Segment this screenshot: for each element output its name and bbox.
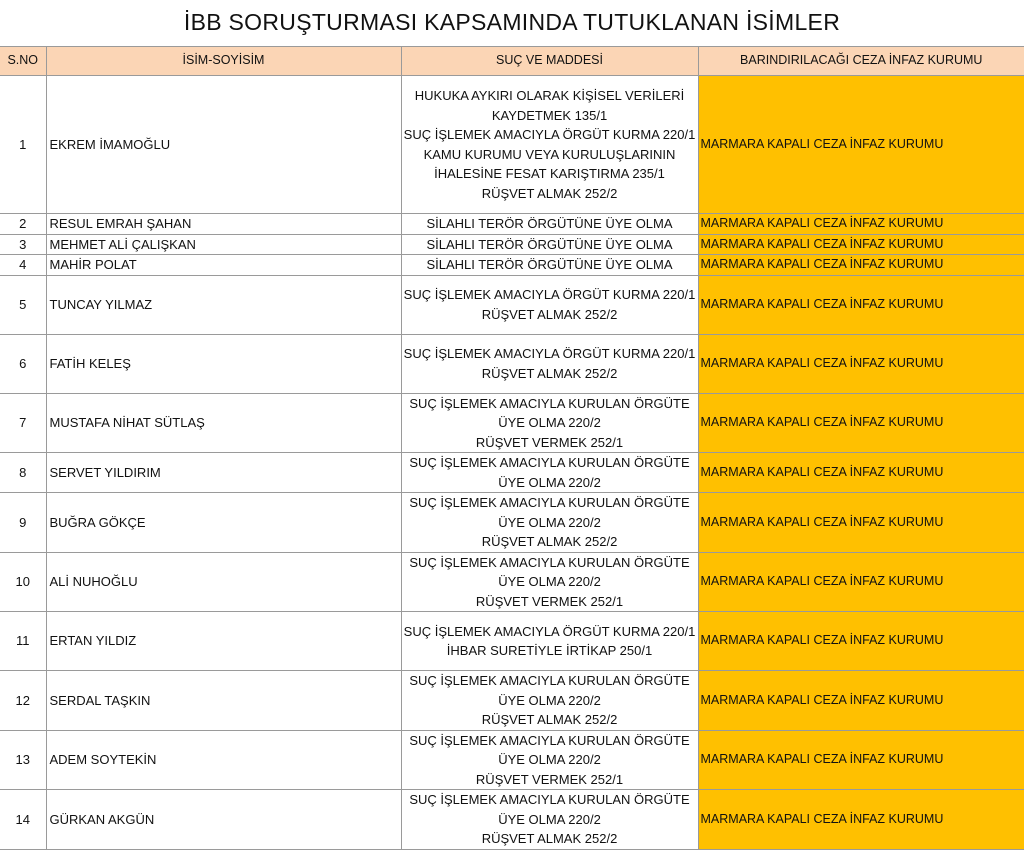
crime-cell [401,552,698,612]
crime-cell [401,393,698,453]
crime-line: ÜYE OLMA 220/2 [498,474,601,490]
crime-cell [401,76,698,214]
crime-line: RÜŞVET VERMEK 252/1 [475,434,624,450]
page-title: İBB SORUŞTURMASI KAPSAMINDA TUTUKLANAN İSİMLER [183,8,841,35]
crime-cell [401,255,698,276]
table-row [0,493,1024,553]
crime-line: HUKUKA AYKIRI OLARAK KİŞİSEL VERİLERİ [414,88,685,103]
row-number: 2 [0,214,46,235]
crime-line: SUÇ İŞLEMEK AMACIYLA KURULAN ÖRGÜTE [409,455,690,470]
crime-line: SUÇ İŞLEMEK AMACIYLA KURULAN ÖRGÜTE [409,495,690,510]
table-row [0,612,1024,671]
table-row [0,393,1024,453]
crime-cell [401,493,698,553]
crime-cell [401,214,698,235]
crime-cell [401,453,698,493]
row-number: 9 [0,493,46,553]
crime-line: SİLAHLI TERÖR ÖRGÜTÜNE ÜYE OLMA [426,236,673,252]
table-row [0,255,1024,276]
institution-cell: MARMARA KAPALI CEZA İNFAZ KURUMU [698,234,1024,255]
crime-line: ÜYE OLMA 220/2 [498,514,601,530]
institution-cell: MARMARA KAPALI CEZA İNFAZ KURUMU [698,552,1024,612]
crime-line: ÜYE OLMA 220/2 [498,752,601,767]
crime-line: ÜYE OLMA 220/2 [498,692,601,708]
table-header-row [0,47,1024,76]
row-number: 14 [0,790,46,850]
crime-cell [401,334,698,393]
table-row [0,453,1024,493]
crime-cell [401,612,698,671]
detainee-name: MAHİR POLAT [46,255,401,276]
crime-line: SUÇ İŞLEMEK AMACIYLA KURULAN ÖRGÜTE [409,732,690,748]
institution-cell: MARMARA KAPALI CEZA İNFAZ KURUMU [698,453,1024,493]
crime-line: SUÇ İŞLEMEK AMACIYLA ÖRGÜT KURMA 220/1 [403,287,696,302]
institution-cell: MARMARA KAPALI CEZA İNFAZ KURUMU [698,671,1024,731]
table-row [0,730,1024,790]
row-number: 6 [0,334,46,393]
crime-cell [401,790,698,850]
row-number: 10 [0,552,46,612]
crime-line: RÜŞVET VERMEK 252/1 [475,771,624,787]
crime-line: SUÇ İŞLEMEK AMACIYLA KURULAN ÖRGÜTE [409,792,690,807]
detainee-name: RESUL EMRAH ŞAHAN [46,214,401,235]
institution-cell: MARMARA KAPALI CEZA İNFAZ KURUMU [698,76,1024,214]
row-number: 5 [0,275,46,334]
crime-line: SUÇ İŞLEMEK AMACIYLA ÖRGÜT KURMA 220/1 [403,623,696,639]
row-number: 12 [0,671,46,731]
table-row [0,275,1024,334]
institution-cell: MARMARA KAPALI CEZA İNFAZ KURUMU [698,790,1024,850]
institution-cell: MARMARA KAPALI CEZA İNFAZ KURUMU [698,334,1024,393]
crime-line: İHALESİNE FESAT KARIŞTIRMA 235/1 [434,166,665,181]
crime-cell [401,234,698,255]
column-header-crime: SUÇ VE MADDESİ [401,47,698,76]
column-header-no: S.NO [0,47,46,76]
institution-cell: MARMARA KAPALI CEZA İNFAZ KURUMU [698,730,1024,790]
crime-line: KAMU KURUMU VEYA KURULUŞLARININ [423,146,676,162]
crime-line: SİLAHLI TERÖR ÖRGÜTÜNE ÜYE OLMA [426,216,673,231]
table-row [0,790,1024,850]
table-row [0,214,1024,235]
crime-line: ÜYE OLMA 220/2 [498,574,601,589]
table-row [0,334,1024,393]
column-header-name: İSİM-SOYİSİM [46,47,401,76]
institution-cell: MARMARA KAPALI CEZA İNFAZ KURUMU [698,393,1024,453]
institution-cell: MARMARA KAPALI CEZA İNFAZ KURUMU [698,275,1024,334]
detainee-name: BUĞRA GÖKÇE [46,493,401,553]
crime-line: ÜYE OLMA 220/2 [498,415,601,430]
detainee-name: GÜRKAN AKGÜN [46,790,401,850]
crime-line: RÜŞVET ALMAK 252/2 [481,185,618,201]
crime-line: RÜŞVET ALMAK 252/2 [481,306,618,322]
detainee-name: ADEM SOYTEKİN [46,730,401,790]
crime-line: RÜŞVET ALMAK 252/2 [481,831,618,846]
row-number: 8 [0,453,46,493]
crime-line: SUÇ İŞLEMEK AMACIYLA KURULAN ÖRGÜTE [409,673,690,688]
detainee-name: TUNCAY YILMAZ [46,275,401,334]
crime-cell [401,730,698,790]
institution-cell: MARMARA KAPALI CEZA İNFAZ KURUMU [698,214,1024,235]
column-header-institution: BARINDIRILACAĞI CEZA İNFAZ KURUMU [698,47,1024,76]
table-row [0,552,1024,612]
row-number: 4 [0,255,46,276]
detainees-table [0,46,1024,850]
crime-line: SUÇ İŞLEMEK AMACIYLA KURULAN ÖRGÜTE [409,395,690,411]
crime-line: RÜŞVET ALMAK 252/2 [481,534,618,549]
detainee-name: ALİ NUHOĞLU [46,552,401,612]
detainee-name: ERTAN YILDIZ [46,612,401,671]
crime-line: KAYDETMEK 135/1 [491,107,608,123]
crime-cell [401,275,698,334]
crime-line: SUÇ İŞLEMEK AMACIYLA ÖRGÜT KURMA 220/1 [403,346,696,361]
institution-cell: MARMARA KAPALI CEZA İNFAZ KURUMU [698,612,1024,671]
crime-line: SİLAHLI TERÖR ÖRGÜTÜNE ÜYE OLMA [426,257,673,272]
crime-line: ÜYE OLMA 220/2 [498,811,601,827]
institution-cell: MARMARA KAPALI CEZA İNFAZ KURUMU [698,255,1024,276]
detainee-name: SERVET YILDIRIM [46,453,401,493]
detainee-name: MUSTAFA NİHAT SÜTLAŞ [46,393,401,453]
crime-line: RÜŞVET VERMEK 252/1 [475,593,624,609]
row-number: 11 [0,612,46,671]
institution-cell: MARMARA KAPALI CEZA İNFAZ KURUMU [698,493,1024,553]
table-row [0,671,1024,731]
crime-line: SUÇ İŞLEMEK AMACIYLA KURULAN ÖRGÜTE [409,554,690,570]
table-row [0,76,1024,214]
detainee-name: SERDAL TAŞKIN [46,671,401,731]
row-number: 7 [0,393,46,453]
row-number: 1 [0,76,46,214]
table-row [0,234,1024,255]
detainee-name: MEHMET ALİ ÇALIŞKAN [46,234,401,255]
detainee-name: FATİH KELEŞ [46,334,401,393]
crime-line: RÜŞVET ALMAK 252/2 [481,365,618,381]
crime-cell [401,671,698,731]
crime-line: İHBAR SURETİYLE İRTİKAP 250/1 [446,643,653,658]
detainee-name: EKREM İMAMOĞLU [46,76,401,214]
row-number: 3 [0,234,46,255]
crime-line: SUÇ İŞLEMEK AMACIYLA ÖRGÜT KURMA 220/1 [403,127,696,142]
table-body [0,76,1024,850]
crime-line: RÜŞVET ALMAK 252/2 [481,712,618,727]
row-number: 13 [0,730,46,790]
